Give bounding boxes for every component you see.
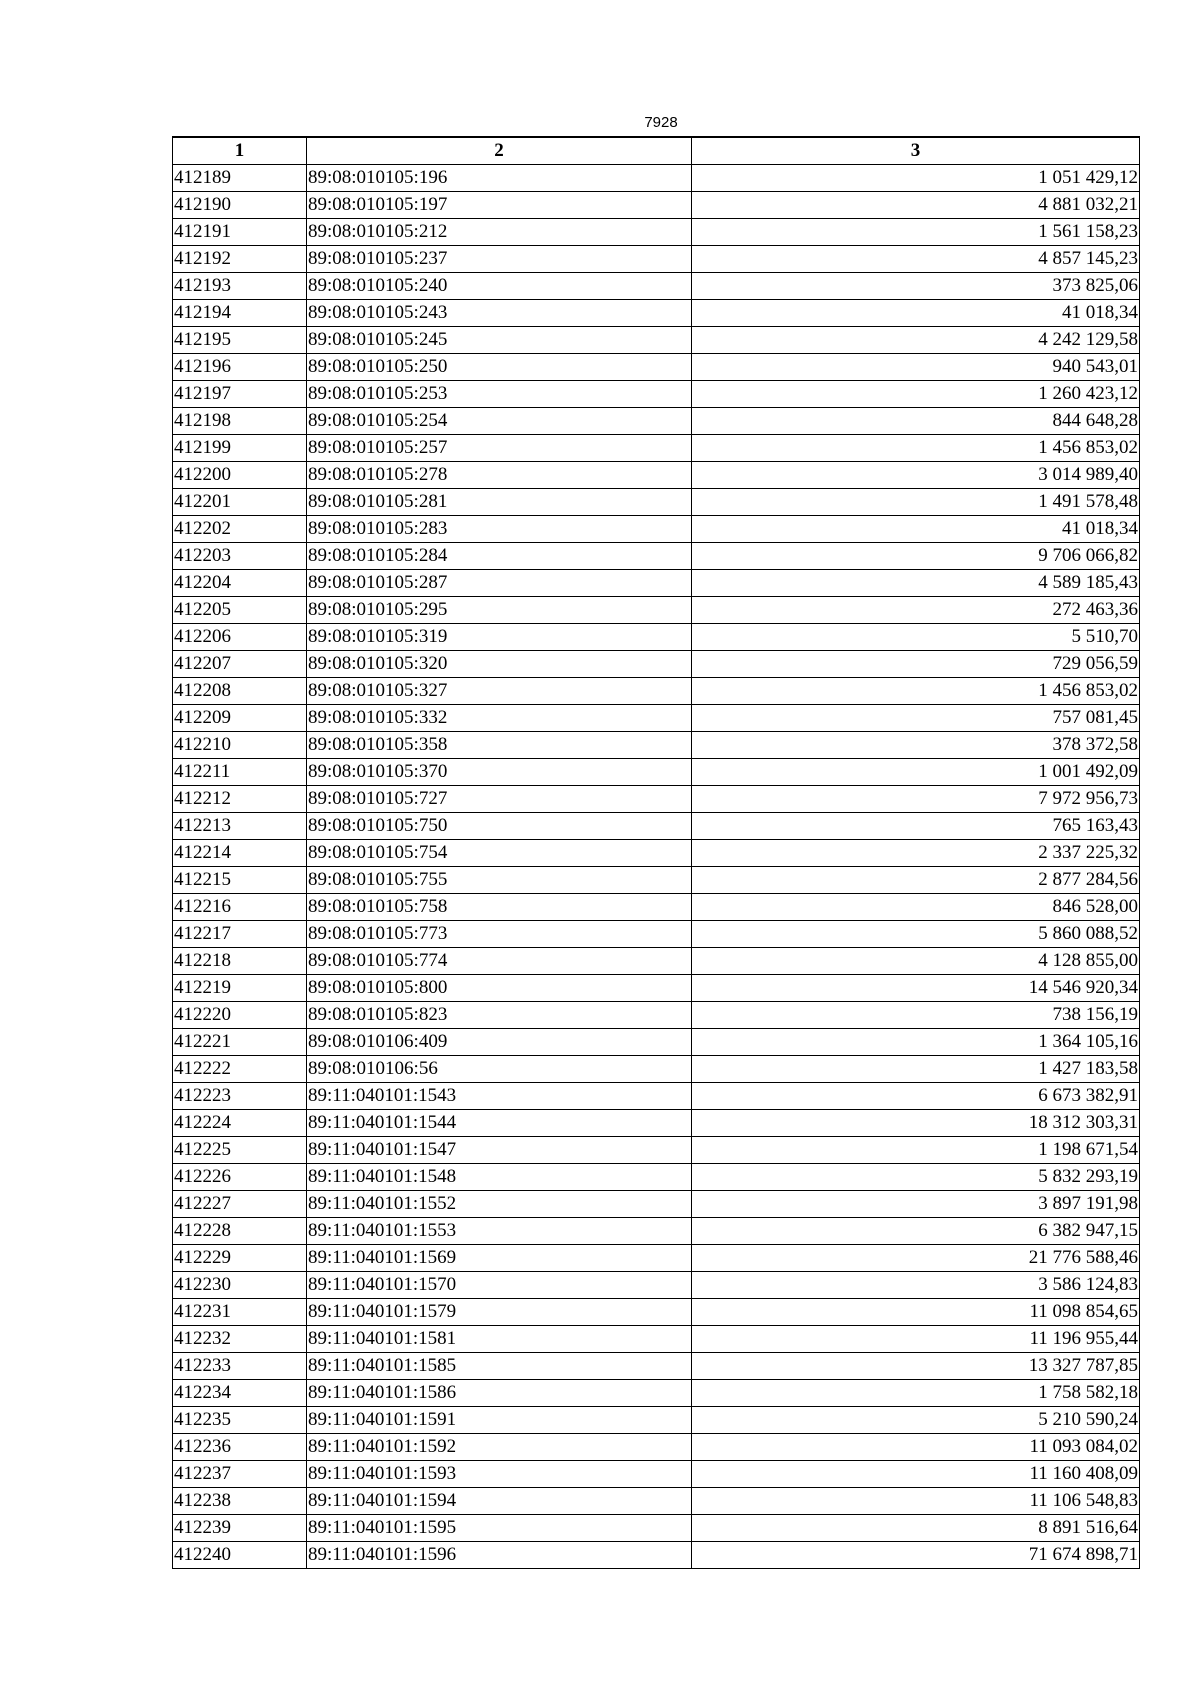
amount-cell: 765 163,43 [692, 813, 1140, 840]
cadastral-number-cell: 89:08:010105:358 [307, 732, 692, 759]
row-number-cell: 412219 [173, 975, 307, 1002]
table-row [173, 759, 1140, 786]
table-row [173, 1164, 1140, 1191]
amount-cell: 11 093 084,02 [692, 1434, 1140, 1461]
row-number-cell: 412212 [173, 786, 307, 813]
amount-cell: 3 014 989,40 [692, 462, 1140, 489]
table-row [173, 570, 1140, 597]
amount-cell: 1 260 423,12 [692, 381, 1140, 408]
table-row [173, 705, 1140, 732]
amount-cell: 940 543,01 [692, 354, 1140, 381]
table-row [173, 597, 1140, 624]
amount-cell: 21 776 588,46 [692, 1245, 1140, 1272]
amount-cell: 1 364 105,16 [692, 1029, 1140, 1056]
table-row [173, 246, 1140, 273]
cadastral-number-cell: 89:08:010105:755 [307, 867, 692, 894]
table-row [173, 894, 1140, 921]
amount-cell: 18 312 303,31 [692, 1110, 1140, 1137]
table-row [173, 786, 1140, 813]
amount-cell: 738 156,19 [692, 1002, 1140, 1029]
row-number-cell: 412189 [173, 165, 307, 192]
cadastral-number-cell: 89:11:040101:1579 [307, 1299, 692, 1326]
row-number-cell: 412239 [173, 1515, 307, 1542]
cadastral-number-cell: 89:11:040101:1594 [307, 1488, 692, 1515]
column-header-2: 2 [307, 137, 692, 165]
table-row [173, 219, 1140, 246]
amount-cell: 4 128 855,00 [692, 948, 1140, 975]
table-row [173, 489, 1140, 516]
cadastral-number-cell: 89:08:010105:320 [307, 651, 692, 678]
row-number-cell: 412199 [173, 435, 307, 462]
row-number-cell: 412202 [173, 516, 307, 543]
amount-cell: 2 337 225,32 [692, 840, 1140, 867]
row-number-cell: 412198 [173, 408, 307, 435]
table-row [173, 516, 1140, 543]
table-row [173, 1380, 1140, 1407]
cadastral-number-cell: 89:08:010105:287 [307, 570, 692, 597]
amount-cell: 729 056,59 [692, 651, 1140, 678]
cadastral-number-cell: 89:08:010105:245 [307, 327, 692, 354]
cadastral-number-cell: 89:11:040101:1593 [307, 1461, 692, 1488]
cadastral-number-cell: 89:08:010105:754 [307, 840, 692, 867]
cadastral-number-cell: 89:08:010105:250 [307, 354, 692, 381]
cadastral-number-cell: 89:08:010105:237 [307, 246, 692, 273]
amount-cell: 846 528,00 [692, 894, 1140, 921]
amount-cell: 11 196 955,44 [692, 1326, 1140, 1353]
page-number: 7928 [644, 114, 678, 131]
table-row [173, 165, 1140, 192]
row-number-cell: 412201 [173, 489, 307, 516]
amount-cell: 2 877 284,56 [692, 867, 1140, 894]
row-number-cell: 412232 [173, 1326, 307, 1353]
amount-cell: 4 589 185,43 [692, 570, 1140, 597]
row-number-cell: 412236 [173, 1434, 307, 1461]
row-number-cell: 412240 [173, 1542, 307, 1569]
table-row [173, 300, 1140, 327]
table-row [173, 1542, 1140, 1569]
row-number-cell: 412227 [173, 1191, 307, 1218]
row-number-cell: 412210 [173, 732, 307, 759]
table-row [173, 408, 1140, 435]
amount-cell: 8 891 516,64 [692, 1515, 1140, 1542]
cadastral-number-cell: 89:08:010105:327 [307, 678, 692, 705]
cadastral-number-cell: 89:08:010106:56 [307, 1056, 692, 1083]
amount-cell: 13 327 787,85 [692, 1353, 1140, 1380]
table-row [173, 1515, 1140, 1542]
row-number-cell: 412213 [173, 813, 307, 840]
amount-cell: 11 098 854,65 [692, 1299, 1140, 1326]
table-row [173, 1326, 1140, 1353]
cadastral-number-cell: 89:11:040101:1547 [307, 1137, 692, 1164]
row-number-cell: 412222 [173, 1056, 307, 1083]
cadastral-number-cell: 89:08:010105:370 [307, 759, 692, 786]
header-row [173, 137, 1140, 165]
row-number-cell: 412192 [173, 246, 307, 273]
cadastral-number-cell: 89:08:010105:774 [307, 948, 692, 975]
table-row [173, 1488, 1140, 1515]
table-body [173, 165, 1140, 1569]
row-number-cell: 412191 [173, 219, 307, 246]
table-row [173, 327, 1140, 354]
table-row [173, 948, 1140, 975]
row-number-cell: 412230 [173, 1272, 307, 1299]
amount-cell: 373 825,06 [692, 273, 1140, 300]
amount-cell: 4 242 129,58 [692, 327, 1140, 354]
amount-cell: 1 051 429,12 [692, 165, 1140, 192]
cadastral-number-cell: 89:08:010105:240 [307, 273, 692, 300]
row-number-cell: 412229 [173, 1245, 307, 1272]
amount-cell: 4 881 032,21 [692, 192, 1140, 219]
table-row [173, 1110, 1140, 1137]
amount-cell: 1 198 671,54 [692, 1137, 1140, 1164]
amount-cell: 4 857 145,23 [692, 246, 1140, 273]
table-row [173, 435, 1140, 462]
table-row [173, 1191, 1140, 1218]
row-number-cell: 412234 [173, 1380, 307, 1407]
table-row [173, 543, 1140, 570]
table-row [173, 192, 1140, 219]
row-number-cell: 412206 [173, 624, 307, 651]
row-number-cell: 412196 [173, 354, 307, 381]
row-number-cell: 412220 [173, 1002, 307, 1029]
table-row [173, 1029, 1140, 1056]
cadastral-number-cell: 89:08:010105:823 [307, 1002, 692, 1029]
row-number-cell: 412204 [173, 570, 307, 597]
row-number-cell: 412209 [173, 705, 307, 732]
table-row [173, 1461, 1140, 1488]
cadastral-number-cell: 89:08:010106:409 [307, 1029, 692, 1056]
table-row [173, 1083, 1140, 1110]
row-number-cell: 412195 [173, 327, 307, 354]
amount-cell: 14 546 920,34 [692, 975, 1140, 1002]
amount-cell: 5 832 293,19 [692, 1164, 1140, 1191]
row-number-cell: 412221 [173, 1029, 307, 1056]
cadastral-number-cell: 89:08:010105:257 [307, 435, 692, 462]
cadastral-number-cell: 89:08:010105:758 [307, 894, 692, 921]
cadastral-number-cell: 89:11:040101:1596 [307, 1542, 692, 1569]
row-number-cell: 412190 [173, 192, 307, 219]
cadastral-number-cell: 89:11:040101:1569 [307, 1245, 692, 1272]
amount-cell: 9 706 066,82 [692, 543, 1140, 570]
row-number-cell: 412207 [173, 651, 307, 678]
table-row [173, 813, 1140, 840]
row-number-cell: 412217 [173, 921, 307, 948]
row-number-cell: 412216 [173, 894, 307, 921]
amount-cell: 41 018,34 [692, 300, 1140, 327]
row-number-cell: 412197 [173, 381, 307, 408]
column-header-3: 3 [692, 137, 1140, 165]
cadastral-number-cell: 89:08:010105:196 [307, 165, 692, 192]
cadastral-number-cell: 89:11:040101:1570 [307, 1272, 692, 1299]
row-number-cell: 412215 [173, 867, 307, 894]
amount-cell: 1 427 183,58 [692, 1056, 1140, 1083]
amount-cell: 5 210 590,24 [692, 1407, 1140, 1434]
table-row [173, 678, 1140, 705]
amount-cell: 1 456 853,02 [692, 678, 1140, 705]
cadastral-number-cell: 89:08:010105:284 [307, 543, 692, 570]
row-number-cell: 412233 [173, 1353, 307, 1380]
cadastral-number-cell: 89:08:010105:283 [307, 516, 692, 543]
cadastral-number-cell: 89:11:040101:1581 [307, 1326, 692, 1353]
cadastral-number-cell: 89:11:040101:1585 [307, 1353, 692, 1380]
cadastral-number-cell: 89:11:040101:1552 [307, 1191, 692, 1218]
table-row [173, 867, 1140, 894]
row-number-cell: 412228 [173, 1218, 307, 1245]
cadastral-number-cell: 89:11:040101:1543 [307, 1083, 692, 1110]
table-header [173, 137, 1140, 165]
amount-cell: 5 510,70 [692, 624, 1140, 651]
cadastral-number-cell: 89:08:010105:212 [307, 219, 692, 246]
cadastral-number-cell: 89:08:010105:197 [307, 192, 692, 219]
table-row [173, 651, 1140, 678]
row-number-cell: 412223 [173, 1083, 307, 1110]
row-number-cell: 412231 [173, 1299, 307, 1326]
row-number-cell: 412226 [173, 1164, 307, 1191]
cadastral-number-cell: 89:11:040101:1586 [307, 1380, 692, 1407]
row-number-cell: 412224 [173, 1110, 307, 1137]
row-number-cell: 412238 [173, 1488, 307, 1515]
table-row [173, 1299, 1140, 1326]
table-row [173, 840, 1140, 867]
cadastral-number-cell: 89:11:040101:1592 [307, 1434, 692, 1461]
table-row [173, 273, 1140, 300]
amount-cell: 757 081,45 [692, 705, 1140, 732]
table-row [173, 1218, 1140, 1245]
table-row [173, 1137, 1140, 1164]
row-number-cell: 412214 [173, 840, 307, 867]
cadastral-number-cell: 89:08:010105:253 [307, 381, 692, 408]
amount-cell: 1 561 158,23 [692, 219, 1140, 246]
amount-cell: 7 972 956,73 [692, 786, 1140, 813]
row-number-cell: 412235 [173, 1407, 307, 1434]
cadastral-number-cell: 89:08:010105:727 [307, 786, 692, 813]
cadastral-number-cell: 89:08:010105:332 [307, 705, 692, 732]
cadastral-number-cell: 89:08:010105:278 [307, 462, 692, 489]
amount-cell: 1 456 853,02 [692, 435, 1140, 462]
row-number-cell: 412193 [173, 273, 307, 300]
row-number-cell: 412200 [173, 462, 307, 489]
table-row [173, 1272, 1140, 1299]
table-row [173, 1056, 1140, 1083]
amount-cell: 6 382 947,15 [692, 1218, 1140, 1245]
amount-cell: 3 586 124,83 [692, 1272, 1140, 1299]
table-row [173, 732, 1140, 759]
row-number-cell: 412211 [173, 759, 307, 786]
cadastral-number-cell: 89:08:010105:243 [307, 300, 692, 327]
row-number-cell: 412203 [173, 543, 307, 570]
amount-cell: 844 648,28 [692, 408, 1140, 435]
amount-cell: 11 160 408,09 [692, 1461, 1140, 1488]
row-number-cell: 412237 [173, 1461, 307, 1488]
table-row [173, 1002, 1140, 1029]
amount-cell: 272 463,36 [692, 597, 1140, 624]
row-number-cell: 412194 [173, 300, 307, 327]
amount-cell: 3 897 191,98 [692, 1191, 1140, 1218]
table-row [173, 624, 1140, 651]
cadastral-number-cell: 89:08:010105:254 [307, 408, 692, 435]
cadastral-number-cell: 89:11:040101:1548 [307, 1164, 692, 1191]
cadastral-number-cell: 89:11:040101:1553 [307, 1218, 692, 1245]
table-row [173, 1353, 1140, 1380]
row-number-cell: 412205 [173, 597, 307, 624]
amount-cell: 378 372,58 [692, 732, 1140, 759]
amount-cell: 5 860 088,52 [692, 921, 1140, 948]
cadastral-number-cell: 89:11:040101:1591 [307, 1407, 692, 1434]
row-number-cell: 412225 [173, 1137, 307, 1164]
amount-cell: 71 674 898,71 [692, 1542, 1140, 1569]
table-row [173, 1434, 1140, 1461]
table-row [173, 1245, 1140, 1272]
row-number-cell: 412218 [173, 948, 307, 975]
cadastral-number-cell: 89:11:040101:1544 [307, 1110, 692, 1137]
register-table [172, 136, 1140, 1569]
cadastral-number-cell: 89:08:010105:773 [307, 921, 692, 948]
table-row [173, 921, 1140, 948]
cadastral-number-cell: 89:08:010105:750 [307, 813, 692, 840]
amount-cell: 1 758 582,18 [692, 1380, 1140, 1407]
amount-cell: 11 106 548,83 [692, 1488, 1140, 1515]
cadastral-number-cell: 89:08:010105:281 [307, 489, 692, 516]
table-row [173, 975, 1140, 1002]
cadastral-number-cell: 89:08:010105:319 [307, 624, 692, 651]
row-number-cell: 412208 [173, 678, 307, 705]
table-row [173, 354, 1140, 381]
amount-cell: 1 491 578,48 [692, 489, 1140, 516]
table-row [173, 381, 1140, 408]
cadastral-number-cell: 89:08:010105:800 [307, 975, 692, 1002]
table-row [173, 462, 1140, 489]
amount-cell: 1 001 492,09 [692, 759, 1140, 786]
table-row [173, 1407, 1140, 1434]
cadastral-number-cell: 89:11:040101:1595 [307, 1515, 692, 1542]
cadastral-number-cell: 89:08:010105:295 [307, 597, 692, 624]
amount-cell: 6 673 382,91 [692, 1083, 1140, 1110]
column-header-1: 1 [173, 137, 307, 165]
amount-cell: 41 018,34 [692, 516, 1140, 543]
